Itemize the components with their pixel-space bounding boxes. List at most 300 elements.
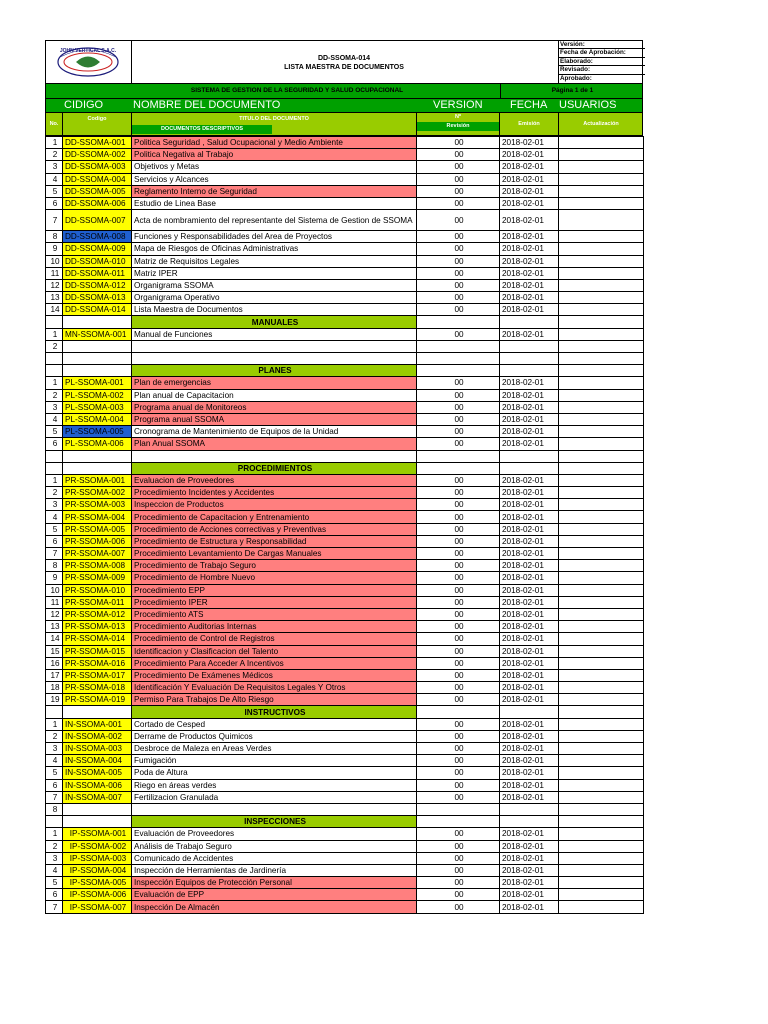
document-code: DD-SSOMA-003 xyxy=(63,161,132,173)
table-row xyxy=(46,828,644,840)
document-code: PR-SSOMA-015 xyxy=(63,645,132,657)
document-code: IP-SSOMA-005 xyxy=(63,877,132,889)
table-row xyxy=(46,173,644,185)
section-spacer xyxy=(63,706,132,718)
row-number: 3 xyxy=(46,852,63,864)
section-spacer xyxy=(559,462,644,474)
document-title: Manual de Funciones xyxy=(132,328,417,340)
revision-number: 00 xyxy=(417,730,500,742)
update-date xyxy=(559,718,644,730)
update-date xyxy=(559,791,644,803)
subcol-no: No. xyxy=(46,113,63,135)
meta-reviewed: Revisado: xyxy=(559,66,645,74)
document-title: Objetivos y Metas xyxy=(132,161,417,173)
emission-date: 2018-02-01 xyxy=(500,633,559,645)
section-spacer xyxy=(63,365,132,377)
revision-number: 00 xyxy=(417,596,500,608)
document-title: Programa anual de Monitoreos xyxy=(132,401,417,413)
document-code: PR-SSOMA-006 xyxy=(63,535,132,547)
row-number xyxy=(46,450,63,462)
col-usuarios: USUARIOS xyxy=(559,99,617,111)
document-code: DD-SSOMA-010 xyxy=(63,255,132,267)
table-row xyxy=(46,450,644,462)
row-number: 1 xyxy=(46,328,63,340)
document-code: IN-SSOMA-001 xyxy=(63,718,132,730)
section-spacer xyxy=(559,316,644,328)
table-row xyxy=(46,279,644,291)
subcol-revision xyxy=(417,113,500,135)
document-title: Plan de emergencias xyxy=(132,377,417,389)
document-code: IN-SSOMA-007 xyxy=(63,791,132,803)
row-number: 10 xyxy=(46,584,63,596)
update-date xyxy=(559,377,644,389)
document-code: IN-SSOMA-006 xyxy=(63,779,132,791)
revision-number: 00 xyxy=(417,438,500,450)
revision-number: 00 xyxy=(417,621,500,633)
document-title: Funciones y Responsabilidades del Area de Proyectos xyxy=(132,231,417,243)
emission-date: 2018-02-01 xyxy=(500,682,559,694)
table-row xyxy=(46,633,644,645)
section-title: INSTRUCTIVOS xyxy=(132,706,417,718)
document-title: Fertilizacion Granulada xyxy=(132,791,417,803)
row-number: 11 xyxy=(46,267,63,279)
document-title: Matriz de Requisitos Legales xyxy=(132,255,417,267)
section-spacer xyxy=(46,816,63,828)
section-spacer xyxy=(559,365,644,377)
revision-number: 00 xyxy=(417,877,500,889)
revision-number: 00 xyxy=(417,149,500,161)
revision-number: 00 xyxy=(417,304,500,316)
document-code: DD-SSOMA-001 xyxy=(63,137,132,149)
table-row xyxy=(46,779,644,791)
revision-number: 00 xyxy=(417,487,500,499)
table-row xyxy=(46,718,644,730)
row-number: 16 xyxy=(46,657,63,669)
row-number: 5 xyxy=(46,877,63,889)
section-spacer xyxy=(46,462,63,474)
emission-date: 2018-02-01 xyxy=(500,389,559,401)
document-title: Estudio de Linea Base xyxy=(132,197,417,209)
document-code: PR-SSOMA-003 xyxy=(63,499,132,511)
document-code: PR-SSOMA-014 xyxy=(63,633,132,645)
table-row xyxy=(46,401,644,413)
revision-number: 00 xyxy=(417,267,500,279)
revision-number: 00 xyxy=(417,633,500,645)
emission-date: 2018-02-01 xyxy=(500,669,559,681)
revision-number: 00 xyxy=(417,779,500,791)
table-row xyxy=(46,426,644,438)
revision-number xyxy=(417,803,500,815)
emission-date xyxy=(500,353,559,365)
row-number: 1 xyxy=(46,137,63,149)
update-date xyxy=(559,231,644,243)
emission-date: 2018-02-01 xyxy=(500,608,559,620)
document-code: PR-SSOMA-017 xyxy=(63,669,132,681)
update-date xyxy=(559,255,644,267)
revision-number: 00 xyxy=(417,718,500,730)
update-date xyxy=(559,161,644,173)
row-number: 6 xyxy=(46,535,63,547)
emission-date: 2018-02-01 xyxy=(500,426,559,438)
document-code: DD-SSOMA-005 xyxy=(63,185,132,197)
update-date xyxy=(559,137,644,149)
document-title: Lista Maestra de Documentos xyxy=(132,304,417,316)
document-code: PL-SSOMA-002 xyxy=(63,389,132,401)
document-title: Matriz IPER xyxy=(132,267,417,279)
update-date xyxy=(559,572,644,584)
document-code: PL-SSOMA-004 xyxy=(63,413,132,425)
document-title: Cortado de Cesped xyxy=(132,718,417,730)
emission-date: 2018-02-01 xyxy=(500,877,559,889)
table-row xyxy=(46,669,644,681)
update-date xyxy=(559,197,644,209)
document-title: Plan anual de Capacitacion xyxy=(132,389,417,401)
column-header-row xyxy=(45,99,643,113)
update-date xyxy=(559,852,644,864)
table-row xyxy=(46,877,644,889)
document-title: Procedimiento De Exámenes Médicos xyxy=(132,669,417,681)
document-title: Procedimiento Auditorias Internas xyxy=(132,621,417,633)
document-title: Inspección De Almacén xyxy=(132,901,417,913)
update-date xyxy=(559,438,644,450)
emission-date: 2018-02-01 xyxy=(500,852,559,864)
update-date xyxy=(559,743,644,755)
emission-date: 2018-02-01 xyxy=(500,535,559,547)
update-date xyxy=(559,694,644,706)
table-row xyxy=(46,328,644,340)
table-row xyxy=(46,377,644,389)
row-number: 18 xyxy=(46,682,63,694)
document-code xyxy=(63,340,132,352)
update-date xyxy=(559,560,644,572)
row-number: 4 xyxy=(46,755,63,767)
emission-date: 2018-02-01 xyxy=(500,730,559,742)
update-date xyxy=(559,243,644,255)
revision-number: 00 xyxy=(417,231,500,243)
update-date xyxy=(559,511,644,523)
update-date xyxy=(559,328,644,340)
row-number: 2 xyxy=(46,389,63,401)
section-spacer xyxy=(500,462,559,474)
document-code: PR-SSOMA-008 xyxy=(63,560,132,572)
document-code: IN-SSOMA-004 xyxy=(63,755,132,767)
revision-number: 00 xyxy=(417,791,500,803)
emission-date: 2018-02-01 xyxy=(500,185,559,197)
update-date xyxy=(559,523,644,535)
document-title xyxy=(132,340,417,352)
document-code: DD-SSOMA-014 xyxy=(63,304,132,316)
section-spacer xyxy=(417,365,500,377)
document-code: PL-SSOMA-003 xyxy=(63,401,132,413)
document-title: Procedimiento de Hombre Nuevo xyxy=(132,572,417,584)
document-code: PL-SSOMA-001 xyxy=(63,377,132,389)
document-title: Procedimiento de Acciones correctivas y Preventivas xyxy=(132,523,417,535)
document-title: Inspeccion de Productos xyxy=(132,499,417,511)
row-number: 5 xyxy=(46,523,63,535)
master-document-list xyxy=(45,40,643,914)
revision-number: 00 xyxy=(417,889,500,901)
emission-date: 2018-02-01 xyxy=(500,840,559,852)
update-date xyxy=(559,185,644,197)
row-number: 10 xyxy=(46,255,63,267)
update-date xyxy=(559,767,644,779)
revision-number: 00 xyxy=(417,548,500,560)
table-row xyxy=(46,231,644,243)
revision-number: 00 xyxy=(417,401,500,413)
document-code: PR-SSOMA-001 xyxy=(63,474,132,486)
document-title: Politica Negativa al Trabajo xyxy=(132,149,417,161)
document-title: Fumigación xyxy=(132,755,417,767)
table-row xyxy=(46,210,644,231)
update-date xyxy=(559,304,644,316)
meta-prepared: Elaborado: xyxy=(559,58,645,66)
row-number: 9 xyxy=(46,572,63,584)
row-number: 6 xyxy=(46,438,63,450)
update-date xyxy=(559,621,644,633)
row-number: 4 xyxy=(46,511,63,523)
row-number: 3 xyxy=(46,743,63,755)
table-row xyxy=(46,474,644,486)
update-date xyxy=(559,548,644,560)
row-number: 7 xyxy=(46,548,63,560)
row-number: 5 xyxy=(46,426,63,438)
update-date xyxy=(559,645,644,657)
table-row xyxy=(46,560,644,572)
row-number: 12 xyxy=(46,608,63,620)
table-row xyxy=(46,353,644,365)
document-title: Análisis de Trabajo Seguro xyxy=(132,840,417,852)
document-title: Poda de Altura xyxy=(132,767,417,779)
document-code: PL-SSOMA-006 xyxy=(63,438,132,450)
row-number: 1 xyxy=(46,474,63,486)
row-number: 3 xyxy=(46,499,63,511)
update-date xyxy=(559,487,644,499)
emission-date: 2018-02-01 xyxy=(500,292,559,304)
section-spacer xyxy=(417,462,500,474)
revision-number: 00 xyxy=(417,197,500,209)
emission-date: 2018-02-01 xyxy=(500,487,559,499)
row-number: 3 xyxy=(46,161,63,173)
document-title: LISTA MAESTRA DE DOCUMENTOS xyxy=(284,64,404,71)
document-code: DD-SSOMA-006 xyxy=(63,197,132,209)
update-date xyxy=(559,149,644,161)
table-row xyxy=(46,645,644,657)
section-spacer xyxy=(417,816,500,828)
table-row xyxy=(46,584,644,596)
row-number: 6 xyxy=(46,197,63,209)
table-row xyxy=(46,730,644,742)
table-row xyxy=(46,803,644,815)
section-spacer xyxy=(46,706,63,718)
docs-desc-label: DOCUMENTOS DESCRIPTIVOS xyxy=(132,125,272,134)
document-title: Riego en áreas verdes xyxy=(132,779,417,791)
row-number: 14 xyxy=(46,304,63,316)
update-date xyxy=(559,340,644,352)
emission-date: 2018-02-01 xyxy=(500,499,559,511)
col-codigo: CIDIGO xyxy=(64,99,104,111)
emission-date: 2018-02-01 xyxy=(500,755,559,767)
document-code: PR-SSOMA-019 xyxy=(63,694,132,706)
emission-date: 2018-02-01 xyxy=(500,149,559,161)
document-title: Procedimiento Levantamiento De Cargas Manuales xyxy=(132,548,417,560)
row-number: 4 xyxy=(46,173,63,185)
revision-number: 00 xyxy=(417,584,500,596)
revision-number xyxy=(417,450,500,462)
row-number: 3 xyxy=(46,401,63,413)
svg-text:JOHN VERTICAL S.A.C.: JOHN VERTICAL S.A.C. xyxy=(59,48,117,54)
emission-date: 2018-02-01 xyxy=(500,694,559,706)
table-row xyxy=(46,767,644,779)
document-code: DD-SSOMA-002 xyxy=(63,149,132,161)
emission-date: 2018-02-01 xyxy=(500,657,559,669)
document-code: IP-SSOMA-007 xyxy=(63,901,132,913)
revision-number: 00 xyxy=(417,426,500,438)
row-number: 8 xyxy=(46,560,63,572)
revision-number: 00 xyxy=(417,210,500,231)
document-code: PR-SSOMA-009 xyxy=(63,572,132,584)
document-code: IP-SSOMA-004 xyxy=(63,864,132,876)
document-table xyxy=(45,136,644,914)
row-number xyxy=(46,353,63,365)
revision-number: 00 xyxy=(417,499,500,511)
document-title xyxy=(132,353,417,365)
document-title: Inspección de Herramientas de Jardinería xyxy=(132,864,417,876)
document-title: Procedimiento de Estructura y Responsabilidad xyxy=(132,535,417,547)
subcol-num: Nº xyxy=(455,114,461,120)
subcol-actualizacion: Actualización xyxy=(583,121,619,127)
table-row xyxy=(46,523,644,535)
update-date xyxy=(559,901,644,913)
document-code: IN-SSOMA-002 xyxy=(63,730,132,742)
revision-number: 00 xyxy=(417,669,500,681)
revision-number: 00 xyxy=(417,864,500,876)
table-row xyxy=(46,840,644,852)
emission-date: 2018-02-01 xyxy=(500,718,559,730)
table-row xyxy=(46,535,644,547)
document-title-block xyxy=(132,41,556,83)
col-nombre: NOMBRE DEL DOCUMENTO xyxy=(133,99,281,111)
revision-number: 00 xyxy=(417,657,500,669)
update-date xyxy=(559,401,644,413)
document-code: PR-SSOMA-011 xyxy=(63,596,132,608)
emission-date: 2018-02-01 xyxy=(500,279,559,291)
document-code: PR-SSOMA-005 xyxy=(63,523,132,535)
table-row xyxy=(46,864,644,876)
row-number: 8 xyxy=(46,231,63,243)
update-date xyxy=(559,474,644,486)
document-code: DD-SSOMA-014 xyxy=(317,55,371,62)
emission-date: 2018-02-01 xyxy=(500,413,559,425)
document-title: Procedimiento de Control de Registros xyxy=(132,633,417,645)
document-code: DD-SSOMA-011 xyxy=(63,267,132,279)
section-spacer xyxy=(500,816,559,828)
update-date xyxy=(559,426,644,438)
row-number: 15 xyxy=(46,645,63,657)
revision-number: 00 xyxy=(417,413,500,425)
subheader-row xyxy=(45,113,643,136)
table-row xyxy=(46,413,644,425)
update-date xyxy=(559,584,644,596)
revision-number: 00 xyxy=(417,682,500,694)
update-date xyxy=(559,864,644,876)
revision-number: 00 xyxy=(417,694,500,706)
emission-date: 2018-02-01 xyxy=(500,231,559,243)
revision-number: 00 xyxy=(417,840,500,852)
subcol-codigo: Codigo xyxy=(63,113,132,135)
emission-date: 2018-02-01 xyxy=(500,328,559,340)
document-title xyxy=(132,803,417,815)
subcol-emision: Emisión xyxy=(500,113,559,135)
emission-date: 2018-02-01 xyxy=(500,197,559,209)
document-code: MN-SSOMA-001 xyxy=(63,328,132,340)
revision-number: 00 xyxy=(417,535,500,547)
emission-date: 2018-02-01 xyxy=(500,828,559,840)
row-number: 11 xyxy=(46,596,63,608)
row-number: 7 xyxy=(46,210,63,231)
update-date xyxy=(559,596,644,608)
update-date xyxy=(559,450,644,462)
section-spacer xyxy=(63,462,132,474)
update-date xyxy=(559,889,644,901)
document-title: Reglamento Interno de Seguridad xyxy=(132,185,417,197)
document-code: PR-SSOMA-018 xyxy=(63,682,132,694)
update-date xyxy=(559,535,644,547)
emission-date xyxy=(500,450,559,462)
section-title: INSPECCIONES xyxy=(132,816,417,828)
document-title: Evaluación de Proveedores xyxy=(132,828,417,840)
document-title: Servicios y Alcances xyxy=(132,173,417,185)
document-code: DD-SSOMA-012 xyxy=(63,279,132,291)
page-indicator: Página 1 de 1 xyxy=(500,84,644,98)
document-title: Identificación Y Evaluación De Requisitos Legales Y Otros xyxy=(132,682,417,694)
emission-date: 2018-02-01 xyxy=(500,161,559,173)
document-code: PR-SSOMA-013 xyxy=(63,621,132,633)
revision-number: 00 xyxy=(417,767,500,779)
section-spacer xyxy=(417,706,500,718)
table-row xyxy=(46,267,644,279)
revision-number: 00 xyxy=(417,328,500,340)
row-number: 19 xyxy=(46,694,63,706)
update-date xyxy=(559,267,644,279)
update-date xyxy=(559,877,644,889)
revision-number: 00 xyxy=(417,279,500,291)
update-date xyxy=(559,633,644,645)
table-row xyxy=(46,755,644,767)
document-code: IN-SSOMA-005 xyxy=(63,767,132,779)
system-title-bar xyxy=(45,83,643,99)
revision-number: 00 xyxy=(417,511,500,523)
revision-number: 00 xyxy=(417,161,500,173)
update-date xyxy=(559,657,644,669)
row-number: 1 xyxy=(46,377,63,389)
row-number: 2 xyxy=(46,340,63,352)
row-number: 5 xyxy=(46,767,63,779)
update-date xyxy=(559,669,644,681)
revision-number: 00 xyxy=(417,743,500,755)
emission-date: 2018-02-01 xyxy=(500,572,559,584)
emission-date: 2018-02-01 xyxy=(500,474,559,486)
document-code: DD-SSOMA-013 xyxy=(63,292,132,304)
revision-number: 00 xyxy=(417,572,500,584)
section-spacer xyxy=(500,706,559,718)
update-date xyxy=(559,173,644,185)
emission-date: 2018-02-01 xyxy=(500,401,559,413)
document-title: Procedimiento Para Acceder A Incentivos xyxy=(132,657,417,669)
document-title: Mapa de Riesgos de Oficinas Administrativas xyxy=(132,243,417,255)
update-date xyxy=(559,682,644,694)
table-row xyxy=(46,438,644,450)
update-date xyxy=(559,755,644,767)
